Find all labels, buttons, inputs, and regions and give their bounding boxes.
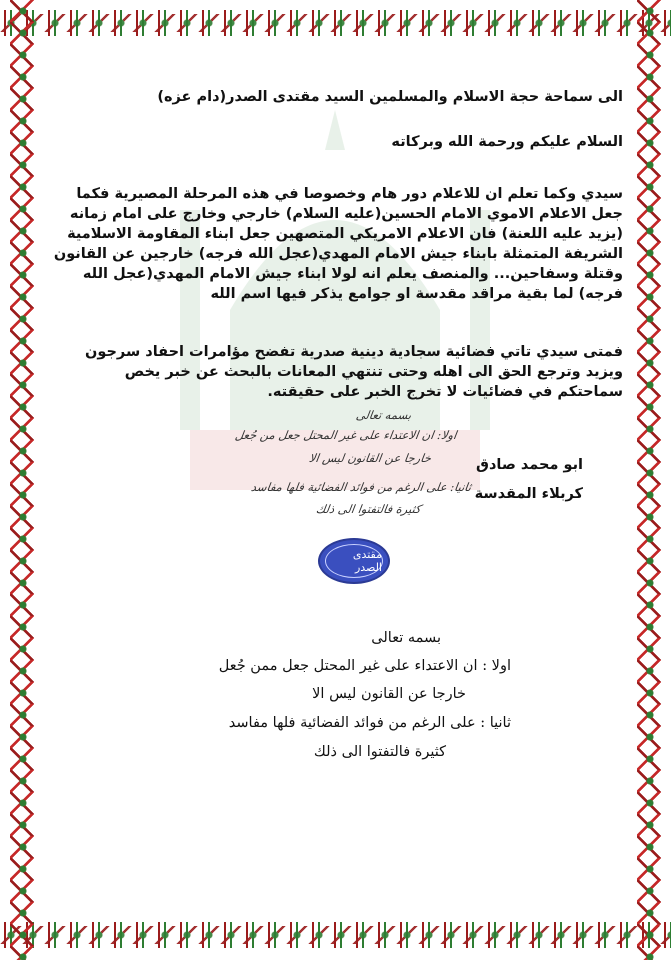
body2-line: سماحتكم في فضائيات لا تخرج الخبر على حقيقته. (267, 384, 623, 400)
body1-line: الشريفة المتمثلة بابناء جيش الامام المهدي(عجل الله فرجه) خارجين عن القانون (53, 246, 623, 262)
typed-reply-line: ثانيا : على الرغم من فوائد الفضائية فلها مفاسد (228, 715, 511, 731)
handwritten-line: كثيرة فالتفتوا الى ذلك (315, 502, 422, 516)
seal-text: مقتدى الصدر (325, 544, 383, 578)
body2-line: فمتى سيدي تاتي فضائية سجادية دينية صدرية تفضح مؤامرات احفاد سرجون (85, 344, 623, 360)
handwritten-line: اولا: ان الاعتداء على غير المحتل جعل من جُعل (233, 428, 457, 442)
greeting-line: السلام عليكم ورحمة الله وبركاته (391, 134, 623, 150)
left-ornament-border (10, 0, 36, 960)
addressee-line: الى سماحة حجة الاسلام والمسلمين السيد مقتدى الصدر(دام عزه) (157, 89, 623, 105)
bottom-ornament-border (0, 922, 671, 948)
typed-reply-line: كثيرة فالتفتوا الى ذلك (313, 744, 446, 760)
handwritten-line: خارجا عن القانون ليس الا (308, 451, 432, 465)
body1-line: جعل الاعلام الاموي الامام الحسين(عليه السلام) خارجي وخارج على امام زمانه (69, 206, 623, 222)
body1-line: سيدي وكما تعلم ان للاعلام دور هام وخصوصا في هذه المرحلة المصيرية فكما (76, 186, 623, 202)
typed-reply-line: اولا : ان الاعتداء على غير المحتل جعل ممن جُعل (218, 658, 511, 674)
body1-line: فرجه) لما بقية مراقد مقدسة او جوامع يذكر فيها اسم الله (210, 286, 623, 302)
official-seal (318, 538, 390, 584)
body1-line: (يزيد عليه اللعنة) فان الاعلام الامريكي المتصهين جعل ابناء المقاومة الاسلامية (67, 226, 623, 242)
handwritten-line: ثانيا: على الرغم من فوائد الفضائية فلها مفاسد (249, 480, 472, 494)
right-ornament-border (637, 0, 663, 960)
body1-line: وقتلة وسفاحين... والمنصف يعلم انه لولا ابناء جيش الامام المهدي(عجل الله (82, 266, 623, 282)
body2-line: ويزيد وترجع الحق الى اهله وحتى تنتهي المعانات بالبحث عن خبر يخص (124, 364, 623, 380)
typed-reply-line: خارجا عن القانون ليس الا (312, 686, 466, 702)
sender-city: كربلاء المقدسة (474, 486, 583, 502)
top-ornament-border (0, 10, 671, 36)
typed-reply-heading: بسمه تعالى (371, 630, 441, 646)
handwritten-line: بسمه تعالى (354, 408, 412, 422)
sender-name: ابو محمد صادق (476, 457, 583, 473)
